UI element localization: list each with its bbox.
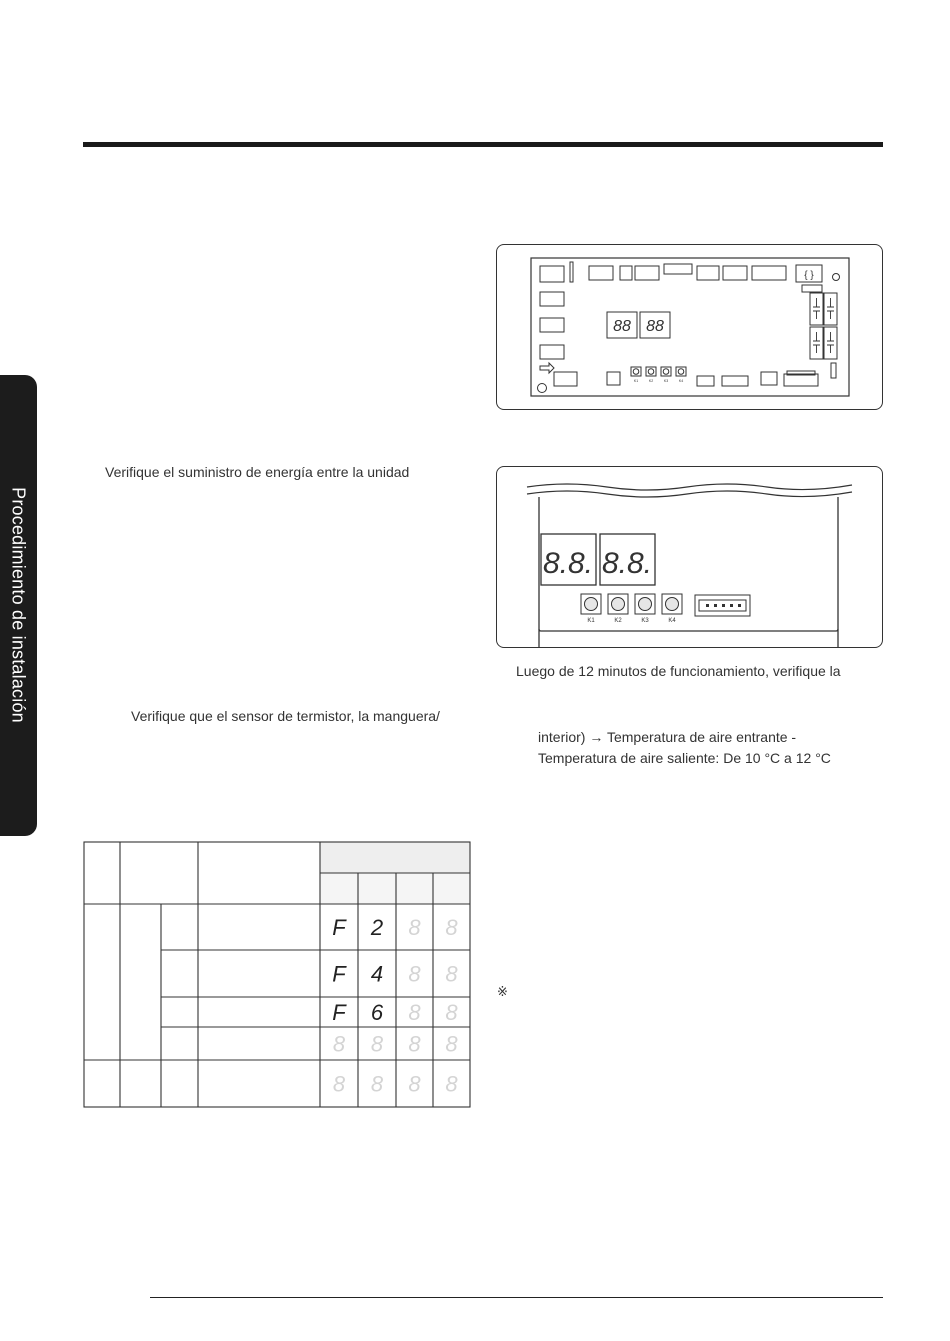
pcb-diagram-frame	[496, 244, 883, 410]
table-display-digit: F	[332, 1000, 346, 1025]
table-display-digit: 8	[445, 1031, 458, 1057]
table-display-digit: 8	[408, 961, 421, 987]
closeup-connector	[695, 595, 750, 616]
table-display-digit: 8	[408, 915, 421, 940]
table-display-digit: 8	[370, 1071, 384, 1097]
display-code-table-grid	[83, 841, 473, 1111]
pcb-k4-label: K4	[678, 379, 684, 383]
pcb-board-illustration	[497, 245, 882, 409]
power-check-text: Verifique el suministro de energía entre la unidad	[105, 464, 410, 480]
table-display-digit: 8	[445, 961, 458, 987]
pcb-display-left-digits: 88	[613, 318, 631, 335]
table-display-digit: 2	[370, 915, 384, 940]
closeup-k2-label: K2	[614, 618, 622, 624]
table-display-digit: 8	[332, 1071, 346, 1097]
closeup-k3-label: K3	[641, 618, 649, 624]
closeup-7segment-display	[541, 534, 655, 585]
pcb-k3-label: K3	[663, 379, 669, 383]
table-display-digit: 8	[408, 1000, 421, 1025]
closeup-k4-label: K4	[668, 618, 676, 624]
table-display-digit: 8	[332, 1031, 346, 1057]
table-display-digit: F	[332, 961, 346, 987]
closeup-k1-label: K1	[587, 618, 595, 624]
svg-text:{ }: { }	[804, 270, 814, 281]
pcb-k1-label: K1	[633, 379, 639, 383]
table-display-digit: 8	[445, 915, 458, 940]
table-display-digit: 8	[445, 1000, 458, 1025]
display-closeup-frame	[496, 466, 883, 648]
closeup-display-left-digits: 8.8.	[542, 547, 594, 580]
closeup-k-buttons	[581, 594, 682, 624]
table-display-digit: 8	[408, 1031, 421, 1057]
display-code-table	[83, 841, 473, 1116]
table-display-digit: 8	[408, 1071, 421, 1097]
table-display-digit: 4	[370, 961, 384, 987]
pcb-display-right-digits: 88	[646, 318, 664, 335]
temperature-line-1: interior) → Temperatura de aire entrante -	[538, 729, 797, 745]
footer-rule	[150, 1297, 883, 1298]
closeup-display-right-digits: 8.8.	[601, 547, 653, 580]
header-rule	[83, 142, 883, 147]
pcb-k2-label: K2	[648, 379, 654, 383]
display-closeup-illustration	[497, 467, 882, 647]
table-display-digit: 6	[370, 1000, 384, 1025]
sensor-check-text: Verifique que el sensor de termistor, la manguera/	[131, 708, 440, 724]
minutes-check-text: Luego de 12 minutos de funcionamiento, verifique la	[516, 663, 841, 679]
table-display-digit: F	[332, 915, 346, 940]
section-side-tab-label: Procedimiento de instalación	[8, 487, 29, 723]
note-reference-mark: ※	[497, 984, 508, 999]
table-display-digit: 8	[370, 1031, 384, 1057]
table-display-digit: 8	[445, 1071, 458, 1097]
temperature-line-2: Temperatura de aire saliente: De 10 °C a 12 °C	[538, 750, 831, 766]
